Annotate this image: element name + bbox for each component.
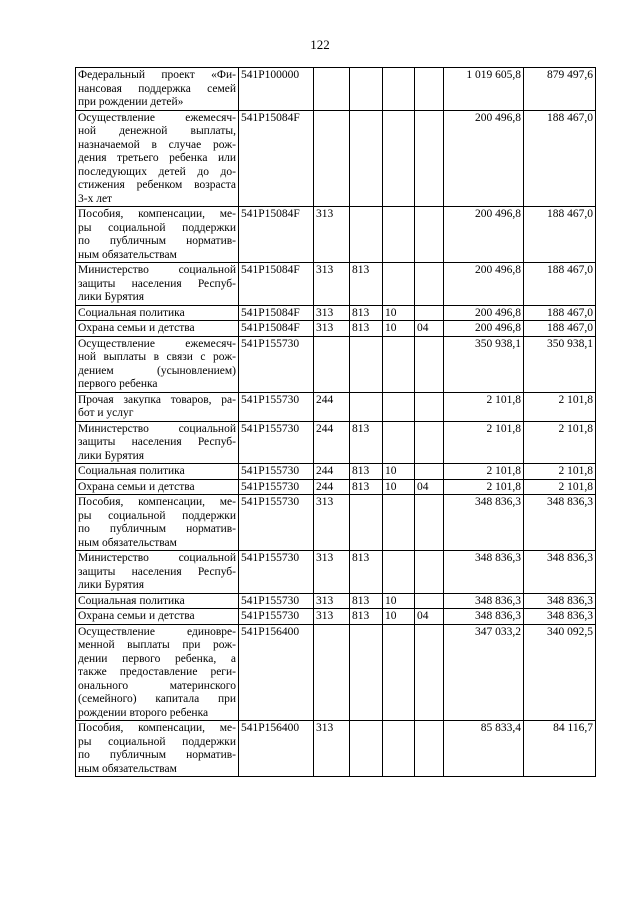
ministry-code-cell: 813 [350,464,383,480]
table-row [76,721,596,777]
ministry-code-cell [350,68,383,111]
subsection-cell [415,207,444,263]
section-cell [383,495,415,551]
section-cell: 10 [383,305,415,321]
subsection-cell: 04 [415,321,444,337]
amount-year2-cell: 2 101,8 [524,392,596,421]
expense-type-cell [314,110,350,207]
section-cell: 10 [383,321,415,337]
table-row [76,464,596,480]
item-name-line: ры социальной поддержки [78,735,236,748]
item-name-line: Осуществление ежемесяч- [78,337,236,350]
amount-year2-cell: 188 467,0 [524,305,596,321]
table-row [76,495,596,551]
item-name-cell [76,110,239,207]
budget-table [75,67,596,777]
section-cell: 10 [383,609,415,625]
table-row [76,263,596,306]
section-cell [383,110,415,207]
item-name-line: лики Бурятия [78,291,145,303]
table-row [76,336,596,392]
item-name-cell [76,321,239,337]
amount-year1-cell: 200 496,8 [444,207,524,263]
section-cell [383,721,415,777]
amount-year2-cell: 188 467,0 [524,263,596,306]
expense-type-cell: 313 [314,551,350,594]
amount-year1-cell: 348 836,3 [444,495,524,551]
expense-type-cell: 244 [314,464,350,480]
item-name-cell [76,68,239,111]
table-row [76,207,596,263]
expense-type-cell [314,336,350,392]
amount-year2-cell: 348 836,3 [524,593,596,609]
subsection-cell: 04 [415,479,444,495]
expense-type-cell: 313 [314,721,350,777]
item-name-line: по публичным норматив- [78,235,236,247]
expense-type-cell: 313 [314,495,350,551]
item-name-cell [76,551,239,594]
code-cell: 541P155730 [239,593,314,609]
item-name-line: защиты населения Респуб- [78,277,236,290]
amount-year1-cell: 200 496,8 [444,321,524,337]
ministry-code-cell [350,495,383,551]
expense-type-cell [314,624,350,721]
expense-type-cell: 244 [314,479,350,495]
ministry-code-cell: 813 [350,321,383,337]
subsection-cell [415,495,444,551]
subsection-cell [415,593,444,609]
ministry-code-cell: 813 [350,609,383,625]
table-row [76,68,596,111]
ministry-code-cell: 813 [350,305,383,321]
amount-year1-cell: 2 101,8 [444,392,524,421]
item-name-line: Осуществление ежемесяч- [78,111,236,124]
code-cell: 541P15084F [239,305,314,321]
table-body [76,68,596,777]
code-cell: 541P156400 [239,624,314,721]
ministry-code-cell: 813 [350,263,383,306]
ministry-code-cell [350,207,383,263]
item-name-line: дения третьего ребенка или [78,152,236,164]
amount-year1-cell: 2 101,8 [444,479,524,495]
item-name-line: ры социальной поддержки [78,221,236,234]
item-name-cell [76,207,239,263]
amount-year2-cell: 340 092,5 [524,624,596,721]
ministry-code-cell: 813 [350,593,383,609]
item-name-cell [76,624,239,721]
subsection-cell [415,392,444,421]
code-cell: 541P155730 [239,551,314,594]
item-name-line: Министерство социальной [78,552,236,564]
section-cell [383,551,415,594]
item-name-cell [76,392,239,421]
subsection-cell [415,305,444,321]
amount-year2-cell: 188 467,0 [524,321,596,337]
table-row [76,421,596,464]
ministry-code-cell: 813 [350,551,383,594]
amount-year2-cell: 350 938,1 [524,336,596,392]
amount-year1-cell: 200 496,8 [444,110,524,207]
item-name-cell [76,421,239,464]
code-cell: 541P15084F [239,263,314,306]
item-name-cell [76,495,239,551]
amount-year2-cell: 2 101,8 [524,479,596,495]
expense-type-cell [314,68,350,111]
amount-year1-cell: 348 836,3 [444,609,524,625]
item-name-line: онального материнского [78,679,236,692]
ministry-code-cell [350,392,383,421]
item-name-line: Социальная политика [78,306,185,319]
amount-year2-cell: 348 836,3 [524,609,596,625]
table-row [76,305,596,321]
subsection-cell [415,110,444,207]
item-name-line: Социальная политика [78,465,185,477]
expense-type-cell: 313 [314,207,350,263]
amount-year1-cell: 85 833,4 [444,721,524,777]
section-cell [383,263,415,306]
item-name-line: ным обязательствам [78,536,177,549]
item-name-line: Прочая закупка товаров, ра- [78,393,236,406]
ministry-code-cell [350,624,383,721]
item-name-line: первого ребенка [78,378,158,390]
expense-type-cell: 244 [314,392,350,421]
subsection-cell [415,464,444,480]
item-name-cell [76,464,239,480]
table-row [76,321,596,337]
section-cell [383,392,415,421]
table-row [76,609,596,625]
section-cell [383,68,415,111]
expense-type-cell: 244 [314,421,350,464]
amount-year1-cell: 2 101,8 [444,464,524,480]
ministry-code-cell [350,721,383,777]
item-name-cell [76,479,239,495]
item-name-line: также предоставление реги- [78,666,236,678]
item-name-line: ры социальной поддержки [78,509,236,522]
ministry-code-cell: 813 [350,421,383,464]
item-name-cell [76,336,239,392]
code-cell: 541P155730 [239,495,314,551]
item-name-line: лики Бурятия [78,579,145,591]
item-name-line: Охрана семьи и детства [78,322,195,334]
code-cell: 541P156400 [239,721,314,777]
item-name-line: назначаемой в случае рож- [78,138,236,151]
item-name-line: защиты населения Респуб- [78,436,236,448]
subsection-cell [415,721,444,777]
item-name-line: последующих детей до до- [78,165,236,178]
subsection-cell [415,263,444,306]
code-cell: 541P155730 [239,336,314,392]
section-cell: 10 [383,464,415,480]
amount-year2-cell: 348 836,3 [524,551,596,594]
item-name-line: лики Бурятия [78,449,145,462]
item-name-line: рождении второго ребенка [78,706,209,719]
code-cell: 541P15084F [239,207,314,263]
section-cell [383,421,415,464]
subsection-cell [415,336,444,392]
item-name-cell [76,593,239,609]
item-name-line: Осуществление единовре- [78,625,236,638]
table-row [76,479,596,495]
expense-type-cell: 313 [314,609,350,625]
expense-type-cell: 313 [314,321,350,337]
code-cell: 541P155730 [239,421,314,464]
ministry-code-cell [350,110,383,207]
code-cell: 541P100000 [239,68,314,111]
amount-year2-cell: 2 101,8 [524,464,596,480]
code-cell: 541P15084F [239,321,314,337]
item-name-line: Охрана семьи и детства [78,610,195,622]
amount-year2-cell: 84 116,7 [524,721,596,777]
subsection-cell [415,68,444,111]
expense-type-cell: 313 [314,593,350,609]
item-name-line: Пособия, компенсации, ме- [78,208,236,220]
item-name-line: 3-х лет [78,192,113,205]
amount-year2-cell: 188 467,0 [524,110,596,207]
item-name-cell [76,721,239,777]
item-name-line: Министерство социальной [78,264,236,276]
code-cell: 541P15084F [239,110,314,207]
item-name-cell [76,609,239,625]
item-name-line: бот и услуг [78,407,134,419]
subsection-cell: 04 [415,609,444,625]
item-name-line: защиты населения Респуб- [78,565,236,578]
item-name-cell [76,305,239,321]
subsection-cell [415,624,444,721]
amount-year1-cell: 200 496,8 [444,305,524,321]
ministry-code-cell [350,336,383,392]
amount-year1-cell: 200 496,8 [444,263,524,306]
item-name-line: нансовая поддержка семей [78,82,236,95]
table-row [76,624,596,721]
code-cell: 541P155730 [239,392,314,421]
section-cell [383,207,415,263]
amount-year2-cell: 348 836,3 [524,495,596,551]
amount-year1-cell: 1 019 605,8 [444,68,524,111]
amount-year1-cell: 348 836,3 [444,593,524,609]
item-name-line: стижения ребенком возраста [78,179,236,191]
item-name-cell [76,263,239,306]
item-name-line: дением (усыновлением) [78,364,236,377]
item-name-line: Пособия, компенсации, ме- [78,496,236,508]
item-name-line: Охрана семьи и детства [78,480,195,493]
section-cell: 10 [383,593,415,609]
code-cell: 541P155730 [239,609,314,625]
section-cell [383,624,415,721]
item-name-line: менной выплаты при рож- [78,639,236,651]
item-name-line: ным обязательствам [78,248,177,261]
amount-year2-cell: 188 467,0 [524,207,596,263]
item-name-line: ным обязательствам [78,762,177,775]
item-name-line: дении первого ребенка, а [78,652,236,665]
table-row [76,110,596,207]
item-name-line: Федеральный проект «Фи- [78,69,236,81]
table-row [76,593,596,609]
code-cell: 541P155730 [239,464,314,480]
section-cell: 10 [383,479,415,495]
subsection-cell [415,551,444,594]
item-name-line: по публичным норматив- [78,523,236,535]
code-cell: 541P155730 [239,479,314,495]
section-cell [383,336,415,392]
item-name-line: при рождении детей» [78,96,184,108]
expense-type-cell: 313 [314,305,350,321]
amount-year1-cell: 348 836,3 [444,551,524,594]
amount-year1-cell: 2 101,8 [444,421,524,464]
item-name-line: Министерство социальной [78,422,236,435]
amount-year2-cell: 2 101,8 [524,421,596,464]
item-name-line: ной денежной выплаты, [78,125,236,137]
item-name-line: ной выплаты в связи с рож- [78,351,236,363]
item-name-line: (семейного) капитала при [78,693,236,705]
table-row [76,392,596,421]
amount-year1-cell: 350 938,1 [444,336,524,392]
expense-type-cell: 313 [314,263,350,306]
ministry-code-cell: 813 [350,479,383,495]
amount-year1-cell: 347 033,2 [444,624,524,721]
table-row [76,551,596,594]
amount-year2-cell: 879 497,6 [524,68,596,111]
page-number: 122 [310,37,330,52]
item-name-line: Пособия, компенсации, ме- [78,722,236,734]
item-name-line: по публичным норматив- [78,749,236,761]
item-name-line: Социальная политика [78,594,185,607]
subsection-cell [415,421,444,464]
